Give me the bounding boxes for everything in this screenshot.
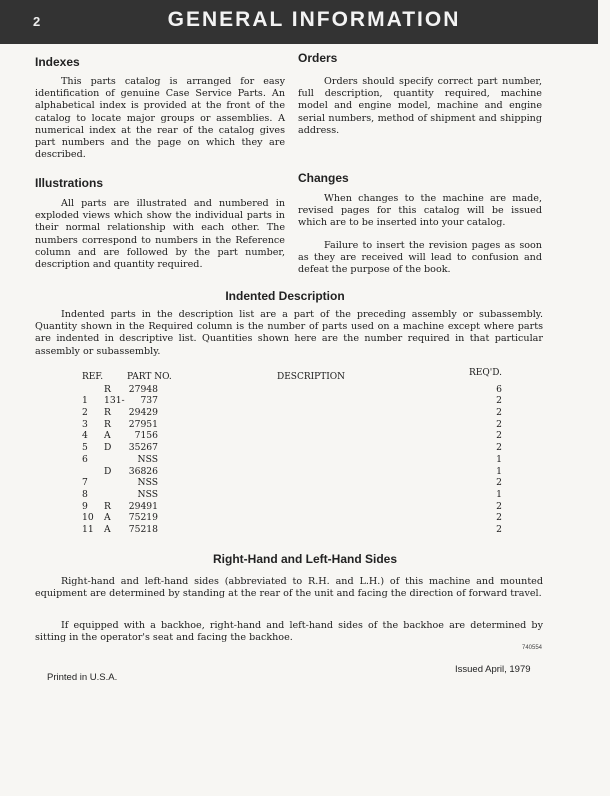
orders-body: Orders should specify correct part number, full description, quantity required, machine model and engine model, machine and engine serial numbers, method of shipment and shipping address.	[298, 76, 542, 136]
illustrations-heading: Illustrations	[35, 176, 104, 190]
sides-body-1: Right-hand and left-hand sides (abbreviated to R.H. and L.H.) of this machine and mounted equipment are determined by standing at the rear of the unit and facing the direction of forward travel.	[35, 576, 543, 600]
ref-number: 11	[82, 523, 94, 535]
table-row	[82, 419, 502, 431]
quantity: 6	[496, 383, 502, 395]
parts-table	[82, 368, 502, 536]
indented-heading: Indented Description	[225, 289, 345, 303]
table-row	[82, 489, 502, 501]
quantity: 2	[496, 523, 502, 535]
sides-body-2: If equipped with a backhoe, right-hand and left-hand sides of the backhoe are determined by sitting in the operator's seat and facing the backhoe.	[35, 620, 543, 644]
quantity: 1	[496, 488, 502, 500]
quantity: 1	[496, 465, 502, 477]
quantity: 2	[496, 512, 502, 524]
quantity: 2	[496, 442, 502, 454]
table-row	[82, 407, 502, 419]
table-row	[82, 501, 502, 513]
part-number: 75218	[128, 523, 158, 535]
document-code: 740554	[522, 645, 543, 651]
ref-number: 6	[82, 453, 88, 465]
illustrations-body: All parts are illustrated and numbered in exploded views which show the individual parts in their normal relationship with each other. The numbers correspond to numbers in the Reference column and are followed by the part number, description and quantity required.	[35, 198, 285, 271]
table-row	[82, 466, 502, 478]
indexes-heading: Indexes	[35, 55, 80, 69]
page-number: 2	[33, 14, 41, 29]
table-row	[82, 524, 502, 536]
header-ref: REF.	[82, 372, 104, 382]
table-row	[82, 512, 502, 524]
part-prefix: R	[104, 383, 111, 395]
part-prefix: A	[104, 523, 111, 535]
part-prefix: R	[104, 418, 111, 430]
quantity: 2	[496, 477, 502, 489]
part-prefix: R	[104, 407, 111, 419]
printed-in: Printed in U.S.A.	[47, 672, 118, 683]
ref-number: 10	[82, 512, 94, 524]
part-prefix: D	[104, 442, 112, 454]
quantity: 2	[496, 500, 502, 512]
indented-text	[35, 309, 543, 358]
table-row	[82, 442, 502, 454]
header-description: DESCRIPTION	[277, 372, 346, 382]
part-number: NSS	[137, 453, 158, 465]
sides-text-1	[35, 576, 543, 600]
ref-number: 1	[82, 395, 88, 407]
part-number: 27951	[128, 418, 158, 430]
part-number: 75219	[128, 512, 158, 524]
changes-body-1: When changes to the machine are made, revised pages for this catalog will be issued which are to be inserted into your catalog.	[298, 193, 542, 229]
changes-text-2	[298, 240, 542, 277]
table-row	[82, 384, 502, 396]
sides-heading: Right-Hand and Left-Hand Sides	[213, 552, 397, 566]
issued-date: Issued April, 1979	[455, 664, 531, 675]
table-row	[82, 430, 502, 442]
part-number: 29491	[128, 500, 158, 512]
changes-body-2: Failure to insert the revision pages as soon as they are received will lead to confusion and defeat the purpose of the book.	[298, 240, 542, 276]
header-part: PART NO.	[127, 372, 172, 382]
part-prefix: A	[104, 512, 111, 524]
table-row	[82, 477, 502, 489]
quantity: 2	[496, 407, 502, 419]
ref-number: 4	[82, 430, 88, 442]
changes-text-1	[298, 193, 542, 230]
indexes-text	[35, 76, 285, 161]
part-number: NSS	[137, 477, 158, 489]
illustrations-text	[35, 198, 285, 271]
part-prefix: A	[104, 430, 111, 442]
ref-number: 5	[82, 442, 88, 454]
page-title: GENERAL INFORMATION	[167, 8, 461, 31]
ref-number: 7	[82, 477, 88, 489]
ref-number: 9	[82, 500, 88, 512]
part-number: 36826	[128, 465, 158, 477]
part-prefix: D	[104, 465, 112, 477]
part-number: 7156	[134, 430, 158, 442]
quantity: 2	[496, 395, 502, 407]
part-number: 29429	[128, 407, 158, 419]
table-row	[82, 454, 502, 466]
part-prefix: 131-	[104, 395, 125, 407]
indented-body: Indented parts in the description list are a part of the preceding assembly or subassembly. Quantity shown in the Required column is the number of parts used on a machine except where parts are indented in descriptive list. Quantities shown here are the number required in that particular assembly or subassembly.	[35, 309, 543, 357]
table-header	[82, 368, 502, 384]
orders-text	[298, 76, 542, 137]
ref-number: 3	[82, 418, 88, 430]
quantity: 1	[496, 453, 502, 465]
quantity: 2	[496, 430, 502, 442]
part-number: NSS	[137, 488, 158, 500]
header-qty: REQ'D.	[469, 368, 502, 378]
ref-number: 2	[82, 407, 88, 419]
indexes-body: This parts catalog is arranged for easy identification of genuine Case Service Parts. An alphabetical index is provided at the front of the catalog to locate major groups or assemblies. A numerical index at the rear of the catalog gives part numbers and the page on which they are described.	[35, 76, 285, 161]
header-band	[0, 0, 598, 44]
ref-number: 8	[82, 488, 88, 500]
part-prefix: R	[104, 500, 111, 512]
part-number: 27948	[128, 383, 158, 395]
orders-heading: Orders	[298, 51, 338, 65]
sides-text-2	[35, 620, 543, 644]
part-number: 35267	[128, 442, 158, 454]
quantity: 2	[496, 418, 502, 430]
changes-heading: Changes	[298, 171, 349, 185]
part-number: 737	[140, 395, 158, 407]
table-row	[82, 395, 502, 407]
